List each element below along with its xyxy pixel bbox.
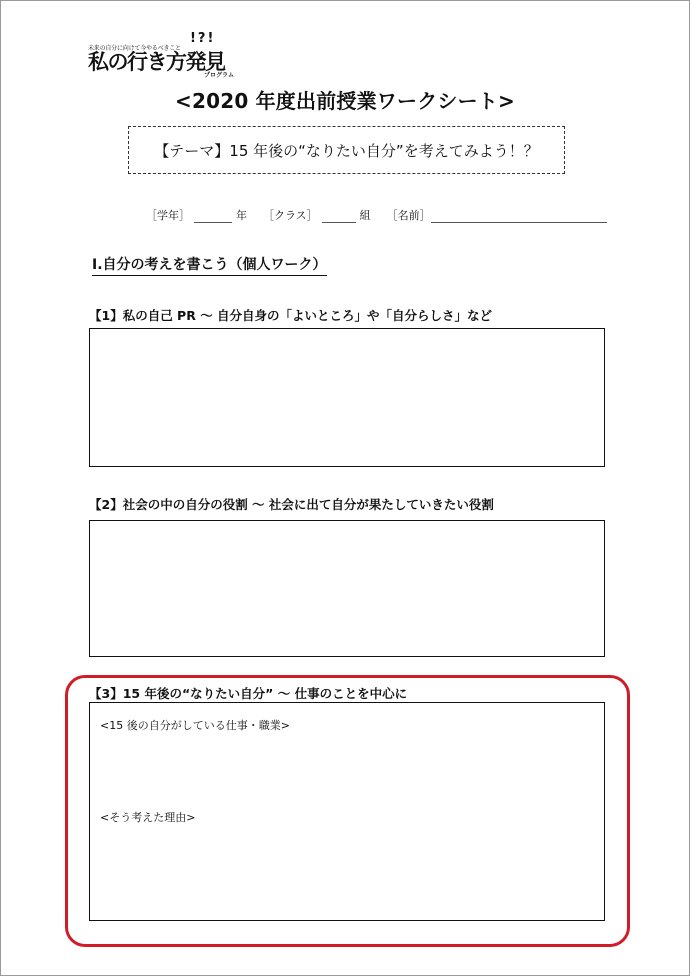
job-prompt: <15 後の自分がしている仕事・職業>	[100, 719, 290, 732]
question-2-label: 【2】社会の中の自分の役割 ～ 社会に出て自分が果たしていきたい役割	[89, 497, 494, 512]
theme-box	[128, 126, 565, 174]
answer-box-1[interactable]	[89, 328, 605, 467]
grade-field[interactable]	[194, 210, 232, 223]
name-label: ［名前］	[386, 209, 431, 222]
program-logo	[88, 32, 238, 78]
logo-subtext: プログラム	[204, 72, 234, 79]
logo-main-text: 私の行き方発見	[88, 50, 225, 74]
theme-text: 【テーマ】15 年後の“なりたい自分”を考えてみよう！？	[154, 141, 539, 160]
answer-box-2[interactable]	[89, 520, 605, 657]
class-unit: 組	[359, 209, 371, 222]
answer-box-3[interactable]	[89, 702, 605, 921]
class-label: ［クラス］	[263, 209, 318, 222]
section-heading: Ⅰ.自分の考えを書こう（個人ワーク）	[92, 254, 327, 276]
worksheet-title: <2020 年度出前授業ワークシート>	[175, 89, 515, 113]
question-3-label: 【3】15 年後の“なりたい自分” ～ 仕事のことを中心に	[89, 686, 408, 701]
grade-label: ［学年］	[146, 209, 190, 222]
reason-prompt: <そう考えた理由>	[100, 811, 196, 824]
question-1-label: 【1】私の自己 PR ～ 自分自身の「よいところ」や「自分らしさ」など	[89, 308, 493, 323]
logo-tagline: 未来の自分に向けて今やるべきこと	[88, 45, 181, 52]
year-unit: 年	[236, 209, 247, 222]
class-field[interactable]	[322, 210, 356, 223]
student-info-row	[146, 207, 611, 223]
name-field[interactable]	[431, 210, 607, 223]
logo-marks: !?!	[190, 31, 216, 46]
